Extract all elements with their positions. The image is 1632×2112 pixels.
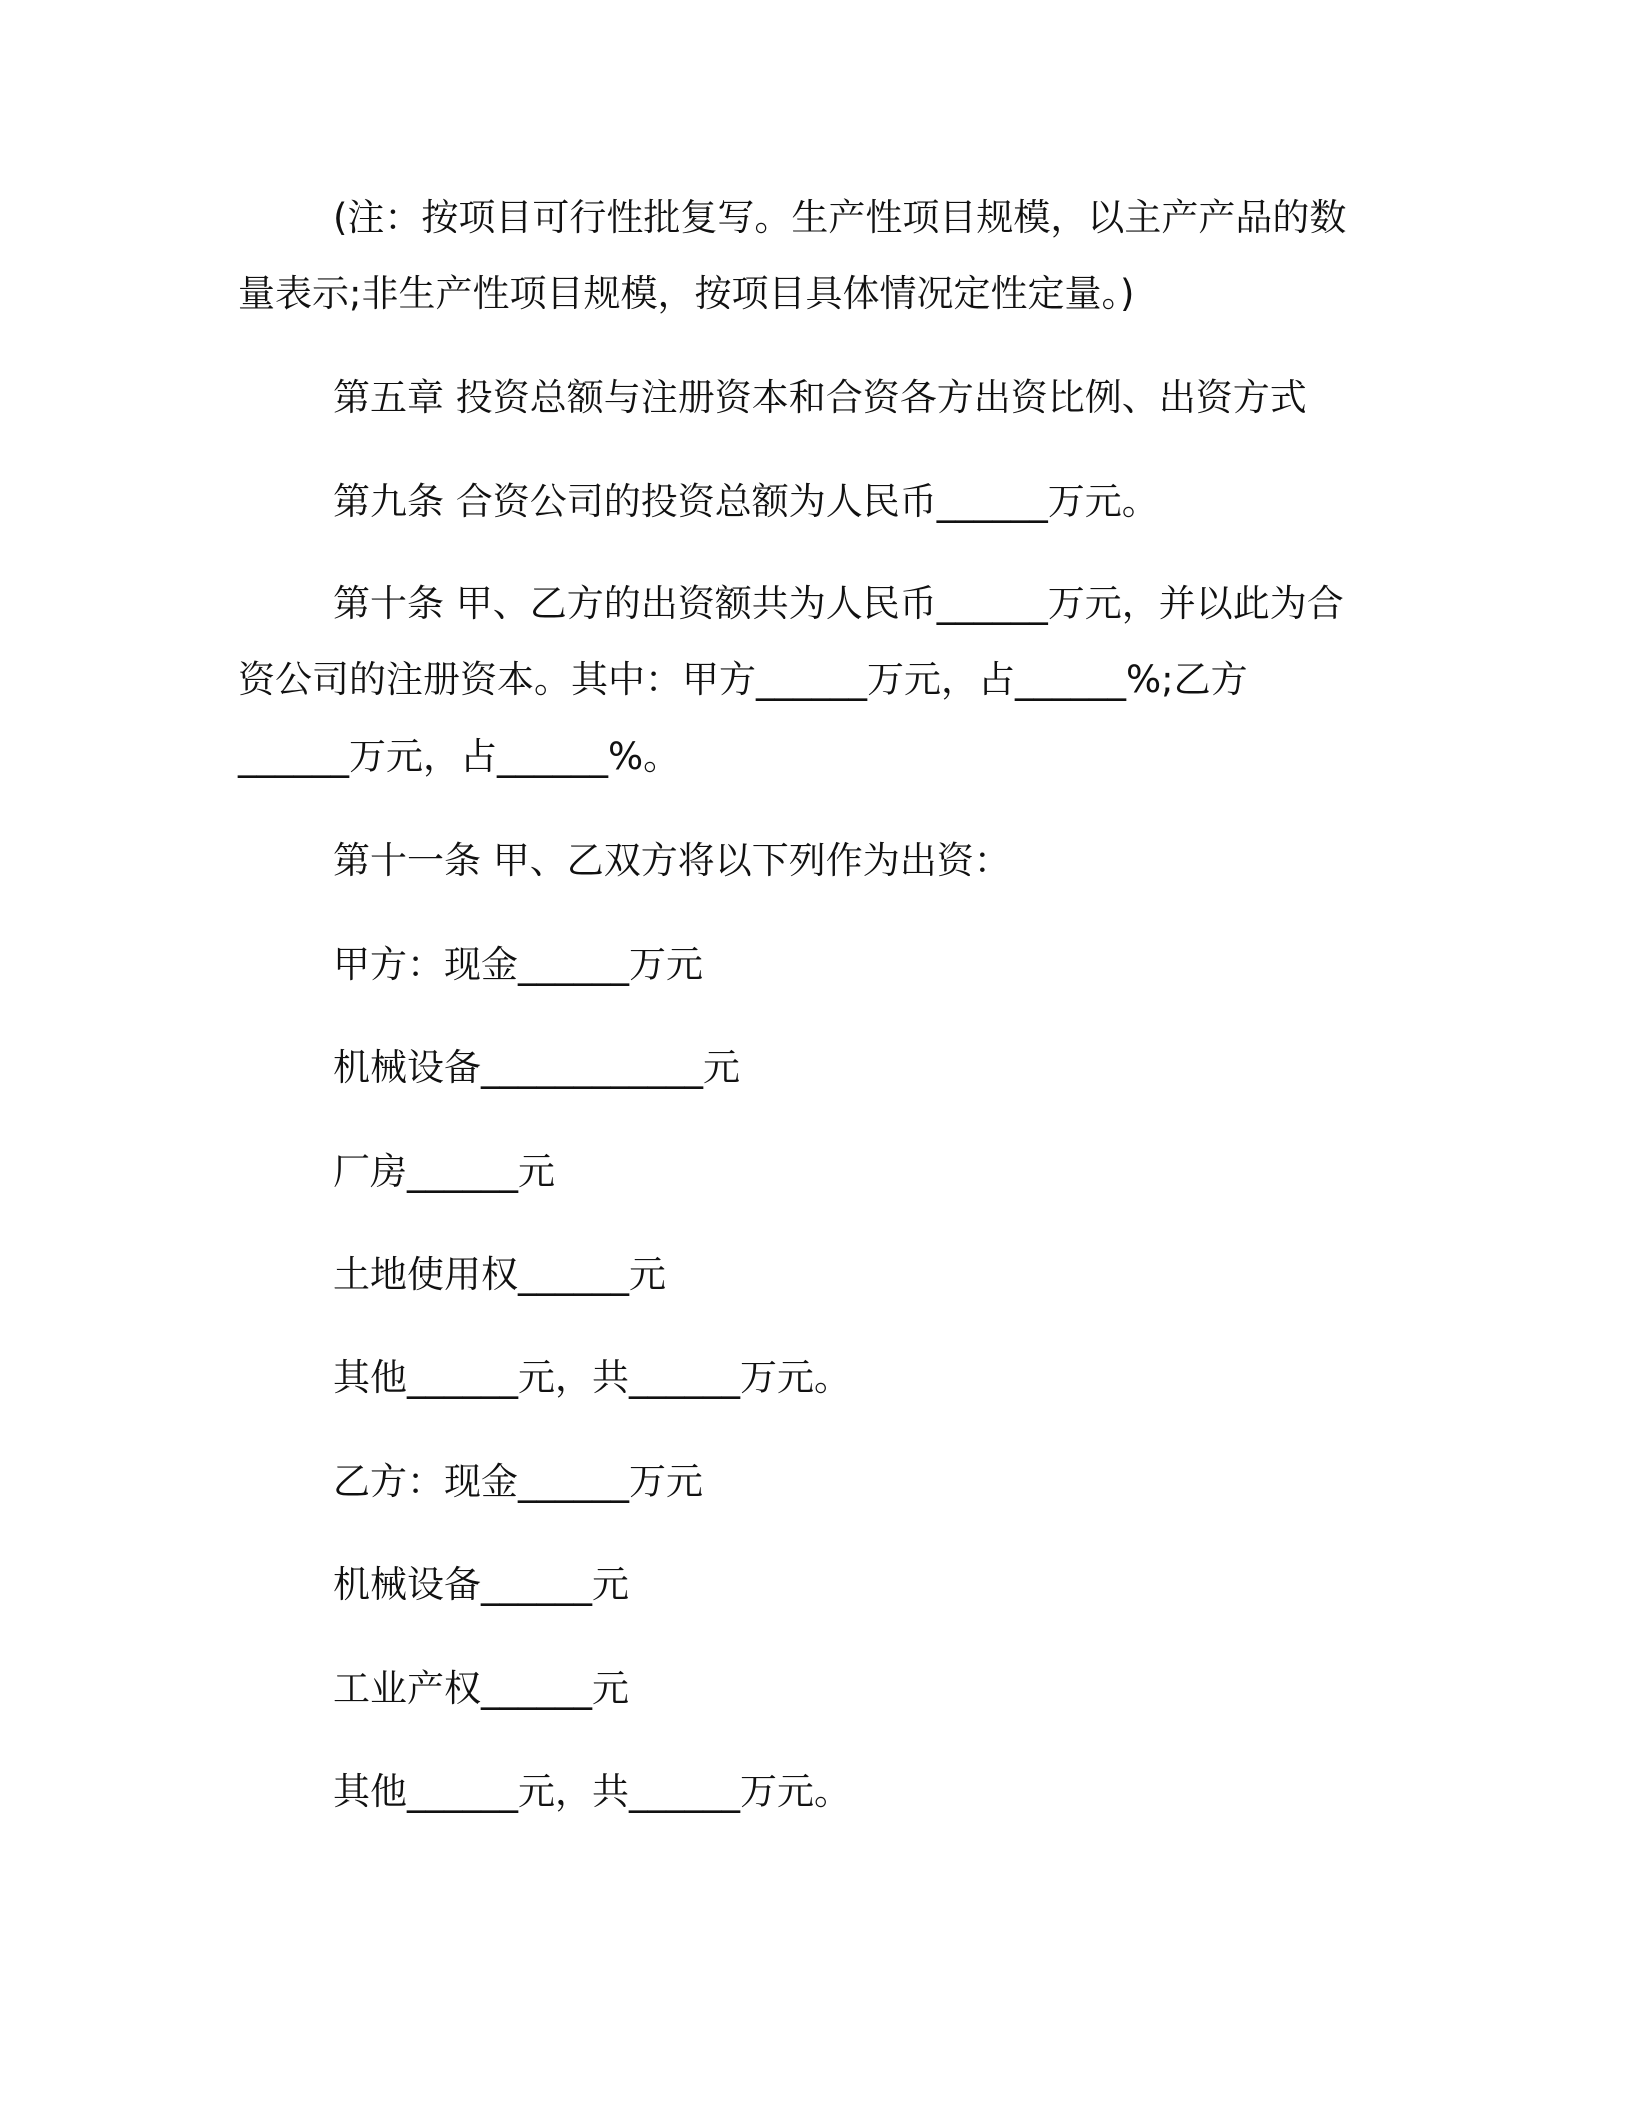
party-a-machinery-line: 机械设备____________元 <box>333 1046 740 1089</box>
article-10-line-1: 第十条 甲、乙方的出资额共为人民币______万元，并以此为合 <box>333 582 1344 625</box>
chapter-heading: 第五章 投资总额与注册资本和合资各方出资比例、出资方式 <box>333 376 1307 419</box>
party-a-cash-line: 甲方：现金______万元 <box>333 943 703 986</box>
party-a-other-line: 其他______元，共______万元。 <box>333 1356 851 1399</box>
note-line-2: 量表示;非生产性项目规模，按项目具体情况定性定量。) <box>238 272 1135 315</box>
party-b-cash-line: 乙方：现金______万元 <box>333 1460 703 1503</box>
party-b-ip-line: 工业产权______元 <box>333 1667 629 1710</box>
article-11-text: 第十一条 甲、乙双方将以下列作为出资： <box>333 839 1011 882</box>
article-10-line-3: ______万元，占______%。 <box>238 735 681 778</box>
party-a-land-line: 土地使用权______元 <box>333 1253 666 1296</box>
article-10-line-2: 资公司的注册资本。其中：甲方______万元，占______%;乙方 <box>238 658 1248 701</box>
note-line-1: (注：按项目可行性批复写。生产性项目规模，以主产产品的数 <box>333 196 1347 239</box>
party-b-machinery-line: 机械设备______元 <box>333 1563 629 1606</box>
party-a-factory-line: 厂房______元 <box>333 1150 555 1193</box>
article-9-text: 第九条 合资公司的投资总额为人民币______万元。 <box>333 480 1159 523</box>
party-b-other-line: 其他______元，共______万元。 <box>333 1770 851 1813</box>
